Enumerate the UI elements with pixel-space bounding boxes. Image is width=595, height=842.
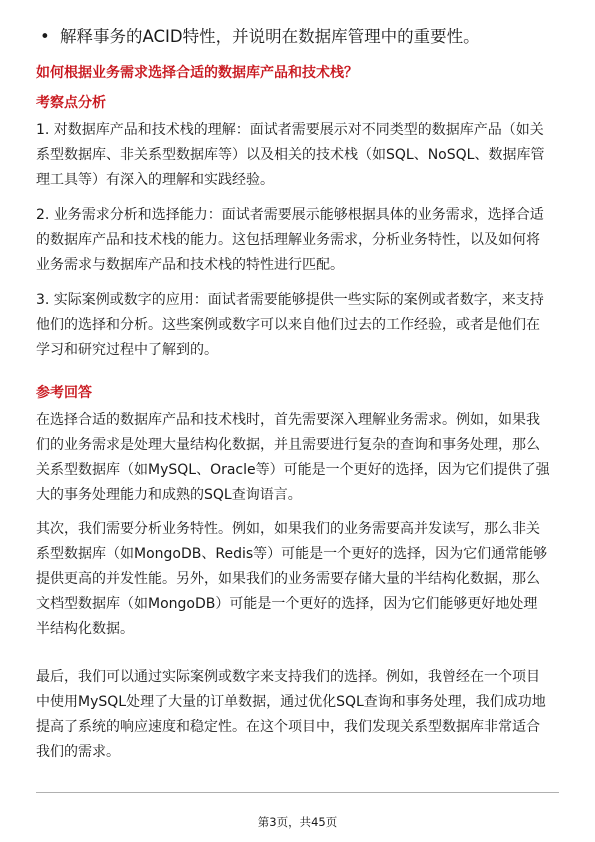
bullet-dot: • [40, 27, 50, 46]
text-line: 我们的需求。 [36, 744, 120, 760]
analysis-point-2 [36, 203, 561, 278]
answer-paragraph-1 [36, 408, 561, 508]
text-line: 文档型数据库（如MongoDB）可能是一个更好的选择，因为它们能够更好地处理 [36, 596, 538, 612]
text-line: 业务需求与数据库产品和技术栈的特性进行匹配。 [36, 257, 344, 273]
text-line: 系型数据库（如MongoDB、Redis等）可能是一个更好的选择，因为它们通常能够 [36, 546, 548, 562]
text-line: 3. 实际案例或数字的应用：面试者需要能够提供一些实际的案例或者数字，来支持 [36, 292, 544, 308]
answer-paragraph-2 [36, 517, 561, 642]
text-line: 中使用MySQL处理了大量的订单数据，通过优化SQL查询和事务处理，我们成功地 [36, 694, 546, 710]
question-heading: 如何根据业务需求选择合适的数据库产品和技术栈？ [36, 65, 358, 81]
analysis-point-3 [36, 288, 561, 363]
text-line: 半结构化数据。 [36, 621, 134, 637]
text-line: 们的业务需求是处理大量结构化数据，并且需要进行复杂的查询和事务处理，那么 [36, 437, 540, 453]
text-line: 学习和研究过程中了解到的。 [36, 342, 218, 358]
text-line: 理工具等）有深入的理解和实践经验。 [36, 172, 274, 188]
analysis-heading: 考察点分析 [36, 95, 106, 111]
text-line: 1. 对数据库产品和技术栈的理解：面试者需要展示对不同类型的数据库产品（如关 [36, 122, 544, 138]
answer-heading: 参考回答 [36, 385, 92, 401]
text-line: 他们的选择和分析。这些案例或数字可以来自他们过去的工作经验，或者是他们在 [36, 317, 540, 333]
text-line: 关系型数据库（如MySQL、Oracle等）可能是一个更好的选择，因为它们提供了强 [36, 462, 550, 478]
text-line: 大的事务处理能力和成熟的SQL查询语言。 [36, 487, 302, 503]
footer-divider [36, 792, 559, 793]
text-line: 提高了系统的响应速度和稳定性。在这个项目中，我们发现关系型数据库非常适合 [36, 719, 540, 735]
text-line: 2. 业务需求分析和选择能力：面试者需要展示能够根据具体的业务需求，选择合适 [36, 207, 544, 223]
text-line: 的数据库产品和技术栈的能力。这包括理解业务需求，分析业务特性，以及如何将 [36, 232, 540, 248]
page-number: 第3页，共45页 [257, 815, 338, 829]
answer-paragraph-3 [36, 665, 561, 765]
text-line: 系型数据库、非关系型数据库等）以及相关的技术栈（如SQL、NoSQL、数据库管 [36, 147, 545, 163]
text-line: 其次，我们需要分析业务特性。例如，如果我们的业务需要高并发读写，那么非关 [36, 521, 540, 537]
text-line: 提供更高的并发性能。另外，如果我们的业务需要存储大量的半结构化数据，那么 [36, 571, 540, 587]
analysis-point-1 [36, 118, 561, 193]
text-line: 在选择合适的数据库产品和技术栈时，首先需要深入理解业务需求。例如，如果我 [36, 412, 540, 428]
text-line: 最后，我们可以通过实际案例或数字来支持我们的选择。例如，我曾经在一个项目 [36, 669, 540, 685]
bullet-item [40, 24, 560, 50]
bullet-text: 解释事务的ACID特性，并说明在数据库管理中的重要性。 [60, 27, 480, 46]
